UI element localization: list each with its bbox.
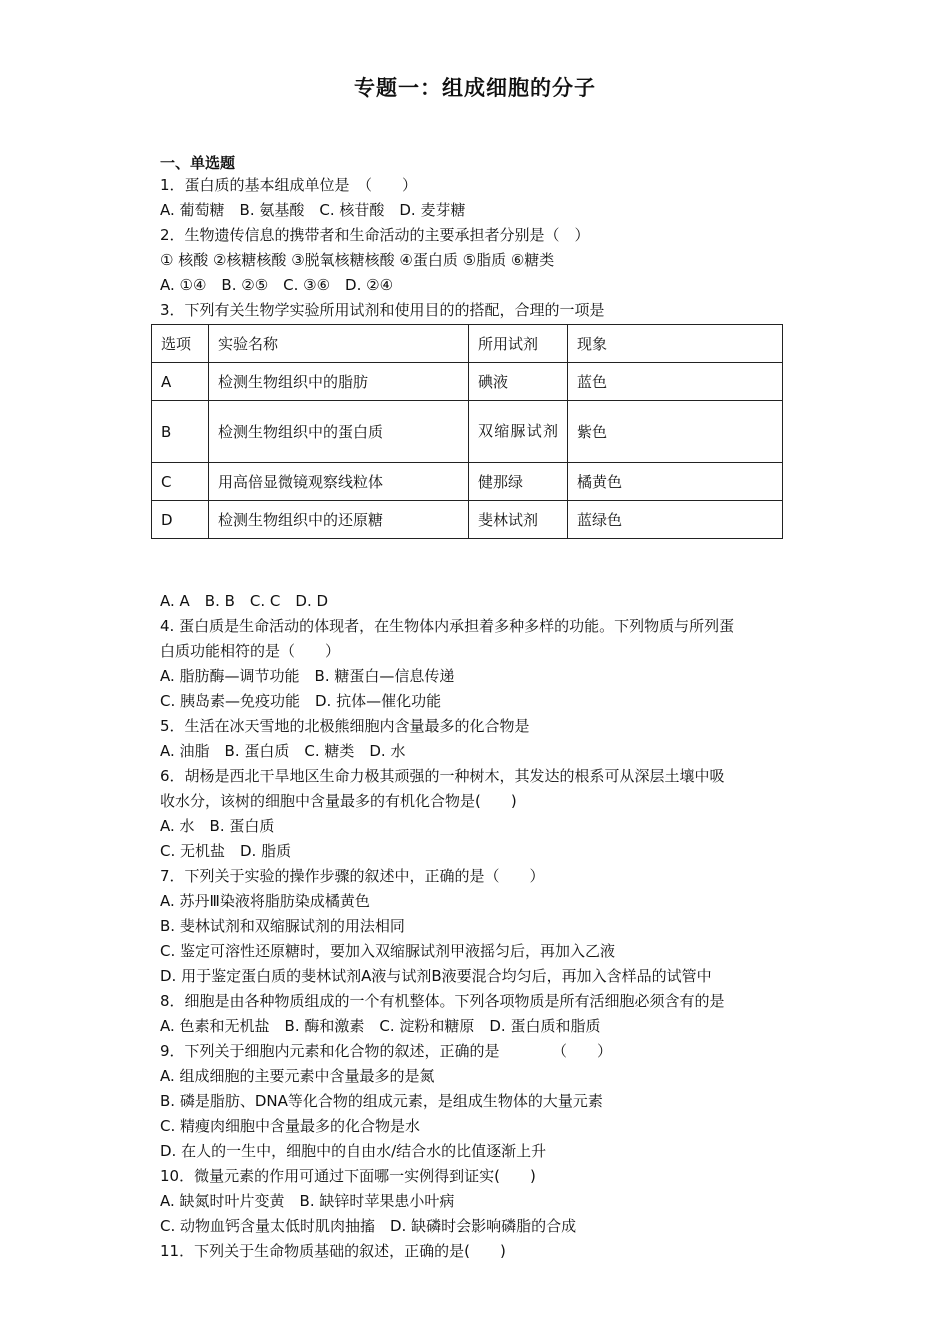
- table-cell: 碘液: [469, 363, 568, 401]
- table-header-cell: 所用试剂: [469, 325, 568, 363]
- section-heading: 一、单选题: [160, 154, 236, 172]
- question-8-options: A. 色素和无机盐 B. 酶和激素 C. 淀粉和糖原 D. 蛋白质和脂质: [160, 1017, 601, 1035]
- table-cell: 斐林试剂: [469, 501, 568, 539]
- table-cell: 蓝色: [568, 363, 783, 401]
- question-8: 8．细胞是由各种物质组成的一个有机整体。下列各项物质是所有活细胞必须含有的是: [160, 992, 725, 1010]
- table-cell: 检测生物组织中的还原糖: [209, 501, 469, 539]
- question-2-options: A. ①④ B. ②⑤ C. ③⑥ D. ②④: [160, 276, 394, 294]
- table-row: [152, 363, 783, 401]
- question-4-options-ab: A. 脂肪酶—调节功能 B. 糖蛋白—信息传递: [160, 667, 455, 685]
- table-cell: 用高倍显微镜观察线粒体: [209, 463, 469, 501]
- page-title: 专题一：组成细胞的分子: [354, 76, 596, 100]
- table-header-cell: 选项: [152, 325, 209, 363]
- table-cell: C: [152, 463, 209, 501]
- question-7: 7．下列关于实验的操作步骤的叙述中，正确的是（ ）: [160, 867, 545, 885]
- table-cell: 橘黄色: [568, 463, 783, 501]
- table-cell: 蓝绿色: [568, 501, 783, 539]
- question-6: 6．胡杨是西北干旱地区生命力极其顽强的一种树木，其发达的根系可从深层土壤中吸: [160, 767, 725, 785]
- question-3-options: A. A B. B C. C D. D: [160, 592, 329, 610]
- question-4-options-cd: C. 胰岛素—免疫功能 D. 抗体—催化功能: [160, 692, 442, 710]
- question-10-options-cd: C. 动物血钙含量太低时肌肉抽搐 D. 缺磷时会影响磷脂的合成: [160, 1217, 577, 1235]
- question-9-option-a: A. 组成细胞的主要元素中含量最多的是氮: [160, 1067, 435, 1085]
- table-cell: 检测生物组织中的蛋白质: [209, 401, 469, 463]
- experiment-table: [151, 324, 783, 539]
- question-3: 3．下列有关生物学实验所用试剂和使用目的的搭配，合理的一项是: [160, 301, 605, 319]
- question-10-options-ab: A. 缺氮时叶片变黄 B. 缺锌时苹果患小叶病: [160, 1192, 455, 1210]
- table-cell: D: [152, 501, 209, 539]
- table-header-row: [152, 325, 783, 363]
- question-7-option-a: A. 苏丹Ⅲ染液将脂肪染成橘黄色: [160, 892, 370, 910]
- table-cell: B: [152, 401, 209, 463]
- question-1: 1．蛋白质的基本组成单位是 （ ）: [160, 176, 418, 194]
- table-cell: 双缩脲试剂: [469, 401, 568, 463]
- table-cell: 检测生物组织中的脂肪: [209, 363, 469, 401]
- table-row: [152, 463, 783, 501]
- question-4: 4. 蛋白质是生命活动的体现者，在生物体内承担着多种多样的功能。下列物质与所列蛋: [160, 617, 735, 635]
- question-7-option-b: B. 斐林试剂和双缩脲试剂的用法相同: [160, 917, 405, 935]
- question-5: 5．生活在冰天雪地的北极熊细胞内含量最多的化合物是: [160, 717, 530, 735]
- question-7-option-d: D. 用于鉴定蛋白质的斐林试剂A液与试剂B液要混合均匀后，再加入含样品的试管中: [160, 967, 712, 985]
- question-6-options-ab: A. 水 B. 蛋白质: [160, 817, 275, 835]
- question-6-options-cd: C. 无机盐 D. 脂质: [160, 842, 292, 860]
- table-cell: 紫色: [568, 401, 783, 463]
- question-7-option-c: C. 鉴定可溶性还原糖时，要加入双缩脲试剂甲液摇匀后，再加入乙液: [160, 942, 616, 960]
- question-1-options: A. 葡萄糖 B. 氨基酸 C. 核苷酸 D. 麦芽糖: [160, 201, 466, 219]
- question-9-option-c: C. 精瘦肉细胞中含量最多的化合物是水: [160, 1117, 421, 1135]
- question-9-option-b: B. 磷是脂肪、DNA等化合物的组成元素，是组成生物体的大量元素: [160, 1092, 603, 1110]
- table-header-cell: 实验名称: [209, 325, 469, 363]
- question-11: 11．下列关于生命物质基础的叙述，正确的是( ): [160, 1242, 506, 1260]
- question-10: 10．微量元素的作用可通过下面哪一实例得到证实( ): [160, 1167, 536, 1185]
- question-9: 9．下列关于细胞内元素和化合物的叙述，正确的是 （ ）: [160, 1042, 613, 1060]
- question-5-options: A. 油脂 B. 蛋白质 C. 糖类 D. 水: [160, 742, 406, 760]
- question-4-continued: 白质功能相符的是（ ）: [160, 642, 341, 660]
- table-header-cell: 现象: [568, 325, 783, 363]
- table-cell: 健那绿: [469, 463, 568, 501]
- table-row: [152, 401, 783, 463]
- question-9-option-d: D. 在人的一生中，细胞中的自由水/结合水的比值逐渐上升: [160, 1142, 547, 1160]
- question-6-continued: 收水分，该树的细胞中含量最多的有机化合物是( ): [160, 792, 517, 810]
- question-2: 2．生物遗传信息的携带者和生命活动的主要承担者分别是（ ）: [160, 226, 590, 244]
- question-2-items: ① 核酸 ②核糖核酸 ③脱氧核糖核酸 ④蛋白质 ⑤脂质 ⑥糖类: [160, 251, 555, 269]
- table-cell: A: [152, 363, 209, 401]
- table-row: [152, 501, 783, 539]
